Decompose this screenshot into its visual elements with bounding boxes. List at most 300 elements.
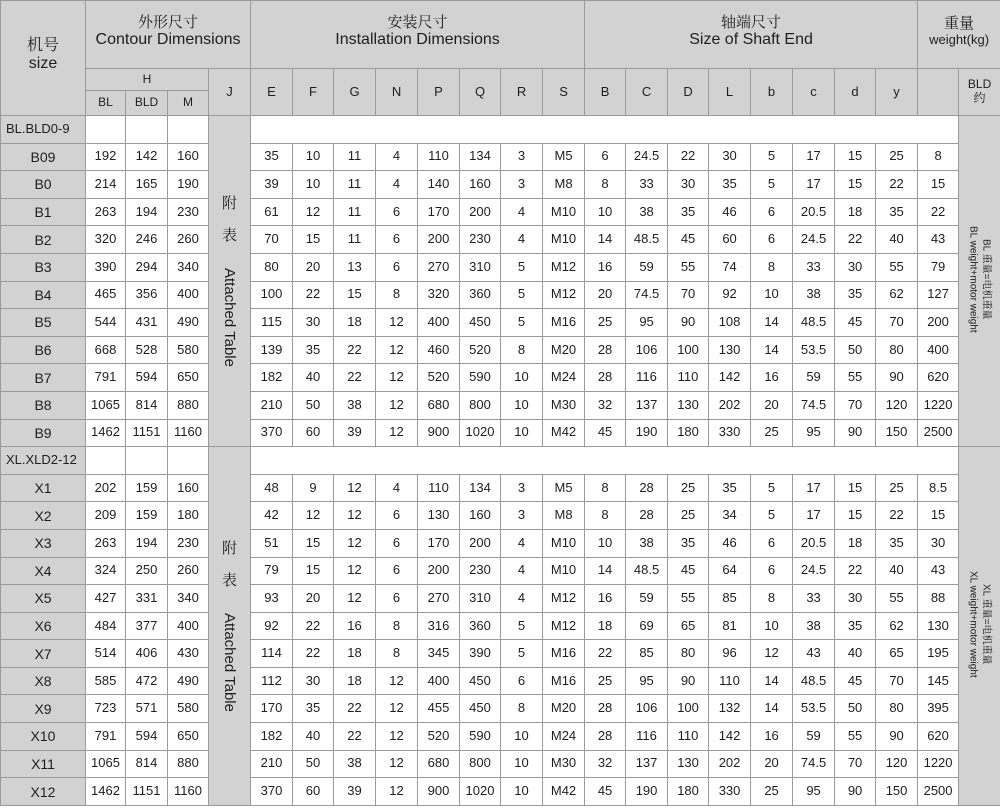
value-cell: 294 <box>126 253 168 281</box>
value-cell: 34 <box>709 502 751 530</box>
value-cell: 400 <box>168 612 209 640</box>
group-spacer-cell <box>251 116 959 144</box>
value-cell: 120 <box>876 391 918 419</box>
value-cell: 22 <box>876 502 918 530</box>
value-cell: 40 <box>876 557 918 585</box>
weight-cell: 395 <box>918 695 959 723</box>
value-cell: 4 <box>376 171 418 199</box>
value-cell: 160 <box>168 474 209 502</box>
value-cell: 74.5 <box>793 391 835 419</box>
value-cell: 520 <box>418 723 460 751</box>
value-cell: 800 <box>460 391 501 419</box>
table-row <box>1 143 1000 171</box>
value-cell: 590 <box>460 364 501 392</box>
value-cell: 18 <box>334 309 376 337</box>
attached-table-text <box>209 195 250 366</box>
weight-cell: 1220 <box>918 750 959 778</box>
size-cell: B1 <box>1 198 86 226</box>
value-cell: 60 <box>293 419 334 447</box>
size-header <box>1 1 86 116</box>
value-cell: 263 <box>86 529 126 557</box>
value-cell: M42 <box>543 419 585 447</box>
value-cell: M24 <box>543 723 585 751</box>
spec-table-body <box>1 116 1000 806</box>
value-cell: 6 <box>376 529 418 557</box>
value-cell: 110 <box>668 364 709 392</box>
value-cell: 8 <box>376 612 418 640</box>
size-cell: X8 <box>1 667 86 695</box>
value-cell: 12 <box>334 585 376 613</box>
value-cell: 160 <box>168 143 209 171</box>
value-cell: 142 <box>126 143 168 171</box>
value-cell: 130 <box>418 502 460 530</box>
value-cell: 455 <box>418 695 460 723</box>
value-cell: 50 <box>293 391 334 419</box>
column-header-n: N <box>376 69 418 116</box>
value-cell: 360 <box>460 281 501 309</box>
value-cell: 12 <box>334 474 376 502</box>
weight-note-text <box>967 226 993 333</box>
bld-approx-header <box>959 69 1000 116</box>
value-cell: 90 <box>835 419 876 447</box>
column-header-shaft-d: d <box>835 69 876 116</box>
value-cell: 112 <box>251 667 293 695</box>
value-cell: 1020 <box>460 419 501 447</box>
value-cell: 406 <box>126 640 168 668</box>
value-cell: 320 <box>86 226 126 254</box>
value-cell: 24.5 <box>626 143 668 171</box>
value-cell: 180 <box>168 502 209 530</box>
value-cell: M10 <box>543 557 585 585</box>
value-cell: 360 <box>460 612 501 640</box>
value-cell: 25 <box>751 419 793 447</box>
value-cell: 8 <box>376 281 418 309</box>
value-cell: 22 <box>293 612 334 640</box>
value-cell: 28 <box>626 502 668 530</box>
value-cell: 18 <box>334 667 376 695</box>
value-cell: 5 <box>751 474 793 502</box>
value-cell: 115 <box>251 309 293 337</box>
value-cell: 15 <box>293 557 334 585</box>
value-cell: 4 <box>501 226 543 254</box>
table-row <box>1 778 1000 806</box>
size-header-en: size <box>28 55 58 72</box>
value-cell: 490 <box>168 309 209 337</box>
value-cell: 14 <box>751 667 793 695</box>
table-row <box>1 364 1000 392</box>
weight-cell: 145 <box>918 667 959 695</box>
weight-note-cn: BL 重量=电机重量 <box>980 238 992 320</box>
value-cell: 65 <box>876 640 918 668</box>
value-cell: 16 <box>751 723 793 751</box>
value-cell: 39 <box>334 419 376 447</box>
attached-table-note <box>209 447 251 806</box>
value-cell: M24 <box>543 364 585 392</box>
value-cell: 209 <box>86 502 126 530</box>
size-cell: X12 <box>1 778 86 806</box>
value-cell: 59 <box>793 723 835 751</box>
table-row <box>1 391 1000 419</box>
value-cell: 28 <box>626 474 668 502</box>
value-cell: 20.5 <box>793 198 835 226</box>
value-cell: 12 <box>376 750 418 778</box>
value-cell: 192 <box>86 143 126 171</box>
value-cell: 35 <box>709 474 751 502</box>
weight-cell: 43 <box>918 226 959 254</box>
value-cell: 6 <box>376 585 418 613</box>
value-cell: 270 <box>418 253 460 281</box>
size-cell: X2 <box>1 502 86 530</box>
weight-cell: 8.5 <box>918 474 959 502</box>
value-cell: 61 <box>251 198 293 226</box>
value-cell: 1462 <box>86 778 126 806</box>
value-cell: 22 <box>835 226 876 254</box>
value-cell: 46 <box>709 529 751 557</box>
value-cell: 182 <box>251 723 293 751</box>
value-cell: 791 <box>86 364 126 392</box>
value-cell: 80 <box>251 253 293 281</box>
value-cell: 39 <box>251 171 293 199</box>
contour-header-cn: 外形尺寸 <box>138 13 199 31</box>
weight-note-en: BL weight+motor weight <box>967 225 979 333</box>
value-cell: 571 <box>126 695 168 723</box>
value-cell: 316 <box>418 612 460 640</box>
value-cell: 25 <box>668 474 709 502</box>
value-cell: 324 <box>86 557 126 585</box>
value-cell: 20 <box>751 750 793 778</box>
value-cell: 263 <box>86 198 126 226</box>
value-cell: 38 <box>793 612 835 640</box>
value-cell: 18 <box>835 529 876 557</box>
value-cell: 723 <box>86 695 126 723</box>
value-cell: 18 <box>835 198 876 226</box>
value-cell: 4 <box>501 529 543 557</box>
value-cell: 4 <box>376 474 418 502</box>
value-cell: 8 <box>751 253 793 281</box>
value-cell: 28 <box>585 364 626 392</box>
weight-header-en: weight(kg) <box>929 31 990 47</box>
value-cell: 59 <box>626 253 668 281</box>
value-cell: 134 <box>460 143 501 171</box>
value-cell: 17 <box>793 474 835 502</box>
value-cell: 320 <box>418 281 460 309</box>
weight-cell: 79 <box>918 253 959 281</box>
value-cell: 110 <box>709 667 751 695</box>
value-cell: 48.5 <box>626 226 668 254</box>
value-cell: 38 <box>334 391 376 419</box>
value-cell: 10 <box>501 391 543 419</box>
value-cell: 650 <box>168 723 209 751</box>
empty-cell <box>126 116 168 144</box>
size-cell: B3 <box>1 253 86 281</box>
value-cell: 331 <box>126 585 168 613</box>
value-cell: 70 <box>835 391 876 419</box>
column-header-shaft-y: y <box>876 69 918 116</box>
value-cell: 100 <box>251 281 293 309</box>
value-cell: 96 <box>709 640 751 668</box>
value-cell: 9 <box>293 474 334 502</box>
value-cell: 800 <box>460 750 501 778</box>
value-cell: 64 <box>709 557 751 585</box>
value-cell: 20 <box>293 253 334 281</box>
value-cell: 900 <box>418 419 460 447</box>
table-row <box>1 336 1000 364</box>
value-cell: 40 <box>293 364 334 392</box>
value-cell: 70 <box>668 281 709 309</box>
value-cell: 4 <box>376 143 418 171</box>
value-cell: 465 <box>86 281 126 309</box>
table-row <box>1 695 1000 723</box>
value-cell: 69 <box>626 612 668 640</box>
value-cell: 3 <box>501 143 543 171</box>
value-cell: M42 <box>543 778 585 806</box>
value-cell: 594 <box>126 723 168 751</box>
value-cell: 18 <box>334 640 376 668</box>
weight-cell: 195 <box>918 640 959 668</box>
value-cell: 95 <box>626 309 668 337</box>
value-cell: 15 <box>835 502 876 530</box>
value-cell: 12 <box>376 723 418 751</box>
value-cell: 90 <box>876 364 918 392</box>
value-cell: 95 <box>793 419 835 447</box>
value-cell: 25 <box>585 667 626 695</box>
weight-cell: 127 <box>918 281 959 309</box>
value-cell: 260 <box>168 226 209 254</box>
value-cell: 14 <box>751 336 793 364</box>
value-cell: 59 <box>626 585 668 613</box>
value-cell: 6 <box>751 226 793 254</box>
value-cell: 70 <box>835 750 876 778</box>
value-cell: 12 <box>334 529 376 557</box>
value-cell: 4 <box>501 557 543 585</box>
size-cell: X11 <box>1 750 86 778</box>
value-cell: M20 <box>543 336 585 364</box>
value-cell: 33 <box>793 253 835 281</box>
value-cell: 32 <box>585 391 626 419</box>
size-cell: B9 <box>1 419 86 447</box>
column-header-g: G <box>334 69 376 116</box>
value-cell: 22 <box>293 281 334 309</box>
value-cell: 25 <box>751 778 793 806</box>
value-cell: M10 <box>543 198 585 226</box>
value-cell: 22 <box>835 557 876 585</box>
table-row <box>1 723 1000 751</box>
value-cell: 114 <box>251 640 293 668</box>
weight-note <box>959 447 1000 806</box>
table-header <box>1 1 1000 116</box>
value-cell: 230 <box>460 557 501 585</box>
weight-cell: 8 <box>918 143 959 171</box>
value-cell: 30 <box>835 253 876 281</box>
value-cell: 680 <box>418 391 460 419</box>
value-cell: 55 <box>876 585 918 613</box>
value-cell: 137 <box>626 750 668 778</box>
value-cell: 40 <box>293 723 334 751</box>
value-cell: 200 <box>418 226 460 254</box>
value-cell: M20 <box>543 695 585 723</box>
value-cell: 260 <box>168 557 209 585</box>
weight-cell: 1220 <box>918 391 959 419</box>
bld-approx-note: 约 <box>973 91 986 105</box>
value-cell: 22 <box>334 695 376 723</box>
value-cell: 15 <box>334 281 376 309</box>
value-cell: 110 <box>418 474 460 502</box>
value-cell: 22 <box>334 364 376 392</box>
value-cell: 74.5 <box>793 750 835 778</box>
value-cell: 15 <box>835 474 876 502</box>
value-cell: 159 <box>126 502 168 530</box>
value-cell: 6 <box>751 529 793 557</box>
value-cell: 60 <box>293 778 334 806</box>
value-cell: 32 <box>585 750 626 778</box>
value-cell: 12 <box>334 502 376 530</box>
value-cell: 48.5 <box>793 309 835 337</box>
value-cell: 880 <box>168 750 209 778</box>
value-cell: 6 <box>376 253 418 281</box>
table-row <box>1 667 1000 695</box>
value-cell: 6 <box>585 143 626 171</box>
value-cell: 5 <box>501 640 543 668</box>
value-cell: 80 <box>876 336 918 364</box>
value-cell: 180 <box>668 778 709 806</box>
value-cell: 35 <box>876 529 918 557</box>
size-cell: B2 <box>1 226 86 254</box>
value-cell: 17 <box>793 171 835 199</box>
value-cell: 45 <box>585 419 626 447</box>
value-cell: 650 <box>168 364 209 392</box>
shaft-header-en: Size of Shaft End <box>689 30 813 48</box>
value-cell: 11 <box>334 226 376 254</box>
value-cell: 35 <box>251 143 293 171</box>
value-cell: 6 <box>376 557 418 585</box>
value-cell: 791 <box>86 723 126 751</box>
value-cell: 14 <box>751 309 793 337</box>
column-header-e: E <box>251 69 293 116</box>
value-cell: 74.5 <box>626 281 668 309</box>
value-cell: 150 <box>876 778 918 806</box>
attached-cn-2: 表 <box>222 226 238 244</box>
column-header-q: Q <box>460 69 501 116</box>
value-cell: 48.5 <box>793 667 835 695</box>
value-cell: 70 <box>876 667 918 695</box>
value-cell: 35 <box>709 171 751 199</box>
value-cell: M8 <box>543 502 585 530</box>
value-cell: 100 <box>668 695 709 723</box>
value-cell: 182 <box>251 364 293 392</box>
attached-cn-1: 附 <box>222 195 238 213</box>
value-cell: 65 <box>668 612 709 640</box>
value-cell: 390 <box>86 253 126 281</box>
value-cell: 210 <box>251 750 293 778</box>
value-cell: 92 <box>709 281 751 309</box>
value-cell: 230 <box>168 198 209 226</box>
value-cell: 430 <box>168 640 209 668</box>
size-cell: B7 <box>1 364 86 392</box>
value-cell: 200 <box>418 557 460 585</box>
value-cell: 16 <box>585 585 626 613</box>
value-cell: 5 <box>501 612 543 640</box>
table-row <box>1 281 1000 309</box>
weight-cell: 200 <box>918 309 959 337</box>
value-cell: 106 <box>626 695 668 723</box>
value-cell: 814 <box>126 750 168 778</box>
value-cell: 74 <box>709 253 751 281</box>
value-cell: 10 <box>501 723 543 751</box>
value-cell: 46 <box>709 198 751 226</box>
column-header-bld: BLD <box>126 91 168 116</box>
value-cell: 270 <box>418 585 460 613</box>
value-cell: 20.5 <box>793 529 835 557</box>
table-row <box>1 198 1000 226</box>
value-cell: 8 <box>501 336 543 364</box>
value-cell: 210 <box>251 391 293 419</box>
value-cell: 431 <box>126 309 168 337</box>
value-cell: 5 <box>751 502 793 530</box>
value-cell: 200 <box>460 198 501 226</box>
value-cell: 42 <box>251 502 293 530</box>
group-label-row <box>1 447 1000 475</box>
value-cell: 900 <box>418 778 460 806</box>
size-cell: B8 <box>1 391 86 419</box>
value-cell: 30 <box>293 309 334 337</box>
value-cell: 108 <box>709 309 751 337</box>
value-cell: 200 <box>460 529 501 557</box>
value-cell: 246 <box>126 226 168 254</box>
value-cell: 390 <box>460 640 501 668</box>
value-cell: 1065 <box>86 391 126 419</box>
value-cell: 5 <box>751 143 793 171</box>
value-cell: 880 <box>168 391 209 419</box>
table-row <box>1 309 1000 337</box>
attached-table-text <box>209 540 250 711</box>
value-cell: 10 <box>501 364 543 392</box>
table-row <box>1 750 1000 778</box>
value-cell: 35 <box>835 612 876 640</box>
value-cell: 30 <box>835 585 876 613</box>
value-cell: 22 <box>334 336 376 364</box>
table-row <box>1 502 1000 530</box>
weight-cell: 620 <box>918 723 959 751</box>
value-cell: 427 <box>86 585 126 613</box>
table-row <box>1 253 1000 281</box>
value-cell: 22 <box>585 640 626 668</box>
bld-approx-label: BLD <box>967 77 992 92</box>
value-cell: 22 <box>334 723 376 751</box>
value-cell: 165 <box>126 171 168 199</box>
value-cell: M30 <box>543 750 585 778</box>
value-cell: 15 <box>293 226 334 254</box>
value-cell: 5 <box>751 171 793 199</box>
value-cell: 130 <box>709 336 751 364</box>
value-cell: 400 <box>418 667 460 695</box>
value-cell: 24.5 <box>793 557 835 585</box>
value-cell: 1151 <box>126 778 168 806</box>
value-cell: 3 <box>501 474 543 502</box>
value-cell: 20 <box>751 391 793 419</box>
install-header-en: Installation Dimensions <box>335 30 500 48</box>
value-cell: 6 <box>501 667 543 695</box>
value-cell: 202 <box>709 750 751 778</box>
value-cell: 22 <box>668 143 709 171</box>
value-cell: 12 <box>376 667 418 695</box>
value-cell: 8 <box>376 640 418 668</box>
table-row <box>1 226 1000 254</box>
size-cell: X9 <box>1 695 86 723</box>
value-cell: M16 <box>543 640 585 668</box>
value-cell: 1065 <box>86 750 126 778</box>
value-cell: 170 <box>418 198 460 226</box>
value-cell: M5 <box>543 143 585 171</box>
